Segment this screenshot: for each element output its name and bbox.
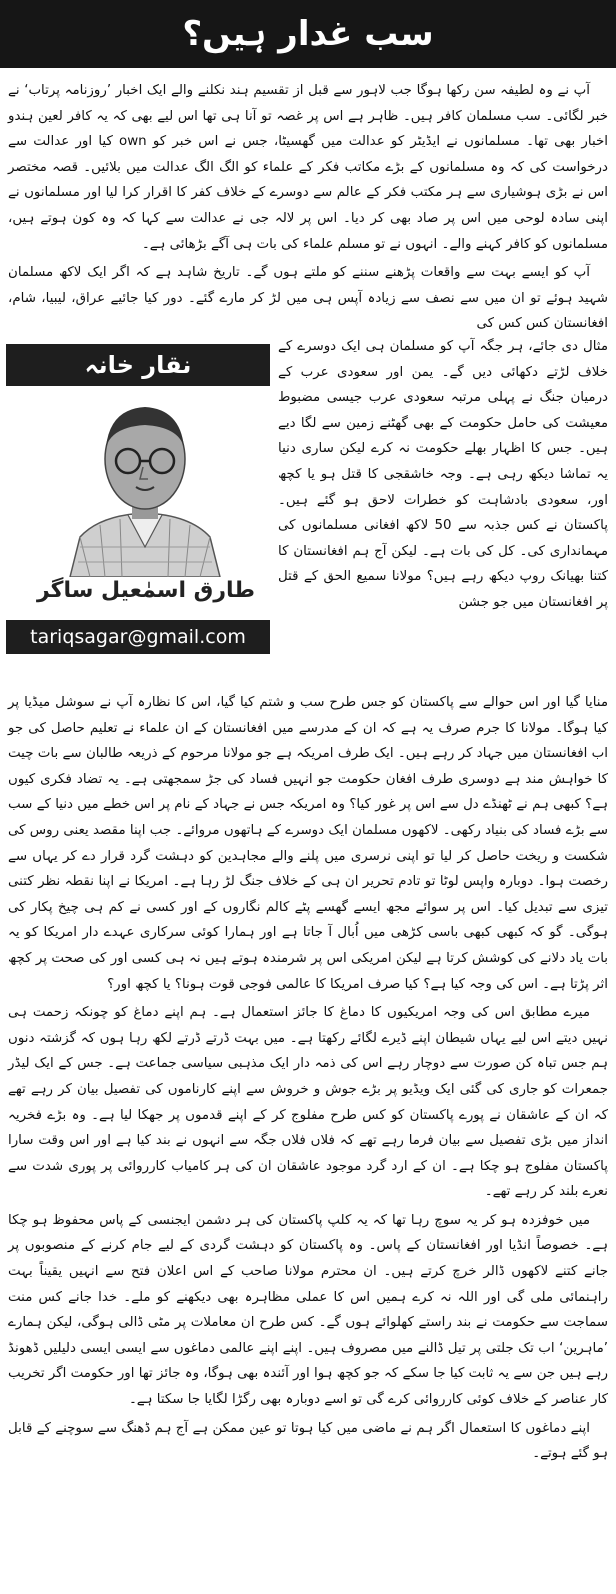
author-email: tariqsagar@gmail.com xyxy=(6,620,270,654)
paragraph: منایا گیا اور اس حوالے سے پاکستان کو جس طرح سب و شتم کیا گیا، اس کا نظارہ آپ نے سوشل میڈیا پر کیا ہوگا۔ مولانا کا جرم صرف یہ ہے کہ ان کے مدرسے میں افغانستان کے ان علماء نے تعلیم حاصل کی جو اب افغانستان میں جہاد کر رہے ہیں۔ ایک طرف امریکہ ہے جو مولانا مرحوم کے ذریعہ طالبان سے بات چیت کا خواہش مند ہے دوسری طرف افغان حکومت جو انہیں فساد کی جڑ سمجھتی ہے۔ یہ تضاد فکری کیوں ہے؟ کبھی ہم نے ٹھنڈے دل سے اس پر غور کیا؟ وہ امریکہ جس نے جہاد کے نام پر اس خطے میں دنیا کے سب سے بڑے فساد کی بنیاد رکھی۔ لاکھوں مسلمان ایک دوسرے کے ہاتھوں مروائے۔ جب اپنا مقصد یعنی روس کی شکست و ریخت حاصل کر لیا تو اپنی نرسری میں پلنے والے مجاہدین کو دہشت گرد قرار دے کر یہاں سے رخصت ہوا۔ دوبارہ واپس لوٹا تو تادم تحریر ان ہی کے خلاف جنگ لڑ رہا ہے۔ امریکا نے اپنا نقطہ نظر کتنی تیزی سے تبدیل کیا۔ اس پر سوائے مجھ ایسے گھسے پٹے کالم نگاروں کے اور کسی نے کم ہی چیخ پکار کی ہوگی۔ گو کہ کبھی کبھی باسی کڑھی میں اُبال آ جاتا ہے اور ہمارا کوئی سرکاری عہدے دار امریکا کو یہ بات یاد دلانے کی کوشش کرتا ہے لیکن امریکی اس پر شرمندہ ہوتے ہیں نہ ہی کسی اور کی صحت پر کچھ اثر پڑتا ہے۔ اس کی وجہ کیا ہے؟ کیا صرف امریکا کا عالمی فوجی قوت ہونا؟ یا کچھ اور؟ xyxy=(8,695,608,992)
paragraph: میں خوفزدہ ہو کر یہ سوچ رہا تھا کہ یہ کلپ پاکستان کی ہر دشمن ایجنسی کے پاس محفوظ ہو چکا ہے۔ خصوصاً انڈیا اور افغانستان کے پاس۔ وہ پاکستان کو دہشت گردی کے لیے جام کرنے کے منصوبوں پر جانے کتنے لاکھوں ڈالر خرچ کرتے ہیں۔ ان محترم مولانا صاحب کے اس اعلان فتح سے انہیں یقیناً بہت راہنمائی ملی گی اور اللہ نہ کرے ہمیں اس کا عملی مظاہرہ بھی دیکھنے کو ملے۔ خدا جانے کس منت سماجت سے حکومت نے بند راستے کھلوائے ہوں گے۔ کس طرح ان معاملات پر مٹی ڈالی ہوگی، لیکن ہمارے ’ماہرین‘ اب تک جلتی پر تیل ڈالنے میں مصروف ہیں۔ اپنے اپنے عالمی دماغوں سے ایسی ایسی دلیلیں ڈھونڈ رہے ہیں جن سے یہ ثابت کیا جا سکے کہ جو کچھ ہوا اور آئندہ بھی ہوگا، وہ جائز تھا اور حکومت اگر تخریب کار عناصر کے خلاف کوئی کارروائی کرے گی تو اسے دوبارہ بھی رگڑا لگایا جا سکتا ہے۔ xyxy=(8,1212,608,1408)
article-side-text xyxy=(278,334,608,619)
paragraph: آپ کو ایسے بہت سے واقعات پڑھنے سننے کو ملتے ہوں گے۔ تاریخ شاہد ہے کہ اگر ایک لاکھ مسلمان شہید ہوئے تو ان میں سے نصف سے زیادہ آپس ہی میں لڑ کر مارے گئے۔ دور کیا جائیے عراق، لیبیا، شام، افغانستان کس کس کی xyxy=(8,265,608,332)
author-photo xyxy=(60,397,230,577)
paragraph: آپ نے وہ لطیفہ سن رکھا ہوگا جب لاہور سے قبل از تقسیم ہند نکلنے والے ایک اخبار ’روزنامہ پرتاب‘ نے خبر لگائی۔ سب مسلمان کافر ہیں۔ ظاہر ہے اس پر غصہ تو آنا ہی تھا اس لیے بھی کہ یہ کافر لعین ہندو اخبار بھی تھا۔ مسلمانوں نے ایڈیٹر کو عدالت میں گھسیٹا، جس نے اس خبر کو own کیا اور عدالت سے درخواست کی کہ وہ مسلمانوں کے بڑے مکاتب فکر کے علماء کو الگ الگ عدالت میں بلائیں۔ قصہ مختصر اس نے بڑی ہوشیاری سے ہر مکتب فکر کے عالم سے دوسرے کے خلاف کفر کا اقرار کرا لیا اور مسلمانوں نے اپنی سادہ لوحی میں اس پر صاد بھی کر دیا۔ اس پر لالہ جی نے عدالت سے کہا کہ وہ کون ہوتے ہیں، مسلمانوں کو کافر کہنے والے۔ انہوں نے تو مسلم علماء کی بات ہی آگے بڑھائی ہے۔ xyxy=(8,83,608,252)
article-top-text xyxy=(8,78,608,340)
paragraph: اپنے دماغوں کا استعمال اگر ہم نے ماضی میں کیا ہوتا تو عین ممکن ہے آج ہم ڈھنگ سے سوچنے کے قابل ہو گئے ہوتے۔ xyxy=(8,1420,608,1462)
paragraph: میرے مطابق اس کی وجہ امریکیوں کا دماغ کا جائز استعمال ہے۔ ہم اپنے دماغ کو چونکہ زحمت ہی نہیں دیتے اس لیے یہاں شیطان اپنے ڈیرے لگائے رکھتا ہے۔ میں بہت ڈرتے ڈرتے لکھ رہا ہوں کہ گزشتہ دنوں ہم جس تباہ کن صورت سے دوچار رہے اس کی ذمہ دار ایک مذہبی سیاسی جماعت ہے۔ جس کے ایک لیڈر جمعرات کو جاری کی گئی ایک ویڈیو پر بڑے جوش و خروش سے اپنے کارناموں کی تفصیل بیان کر رہے تھے کہ ان کے عاشقان نے پورے پاکستان کو کس طرح مفلوج کر کے اپنے قدموں پر جھکا لیا ہے۔ وہ بڑے فخریہ انداز میں بڑی تفصیل سے بیان فرما رہے تھے کہ فلاں فلاں جگہ سے انہوں نے بند کیا ہے اور اس وقت سارا پاکستان مفلوج ہو چکا ہے۔ ان کے ارد گرد موجود عاشقان ان کی ہر کامیاب کارروائی پر پوری شدت سے نعرے بلند کر رہے تھے۔ xyxy=(8,1005,608,1200)
author-signature: طارق اسمٰعیل ساگر xyxy=(37,578,255,603)
headline: سب غدار ہیں؟ xyxy=(0,0,616,68)
paragraph: مثال دی جائے، ہر جگہ آپ کو مسلمان ہی ایک دوسرے کے خلاف لڑتے دکھائی دیں گے۔ یمن اور سعودی عرب کے درمیان جنگ نے پہلی مرتبہ سعودی عرب جیسی مضبوط معیشت کی حامل حکومت کے بھی گھٹنے زمین سے لگا دیے ہیں۔ جس کا اظہار بھلے حکومت نہ کرے لیکن ساری دنیا یہ تماشا دیکھ رہی ہے۔ وجہ خاشقجی کا قتل ہو یا کچھ اور، سعودی بادشاہت کو خطرات لاحق ہو گئے ہیں۔ پاکستان نے کس جذبہ سے 50 لاکھ افغانی مسلمانوں کی مہمانداری کی۔ کل کی بات ہے۔ لیکن آج ہم افغانستان کا کتنا بھیانک روپ دیکھ رہے ہیں؟ مولانا سمیع الحق کے قتل پر افغانستان میں جو جشن xyxy=(278,339,608,610)
article-bottom-text xyxy=(8,690,608,1470)
column-name: نقار خانہ xyxy=(6,344,270,386)
